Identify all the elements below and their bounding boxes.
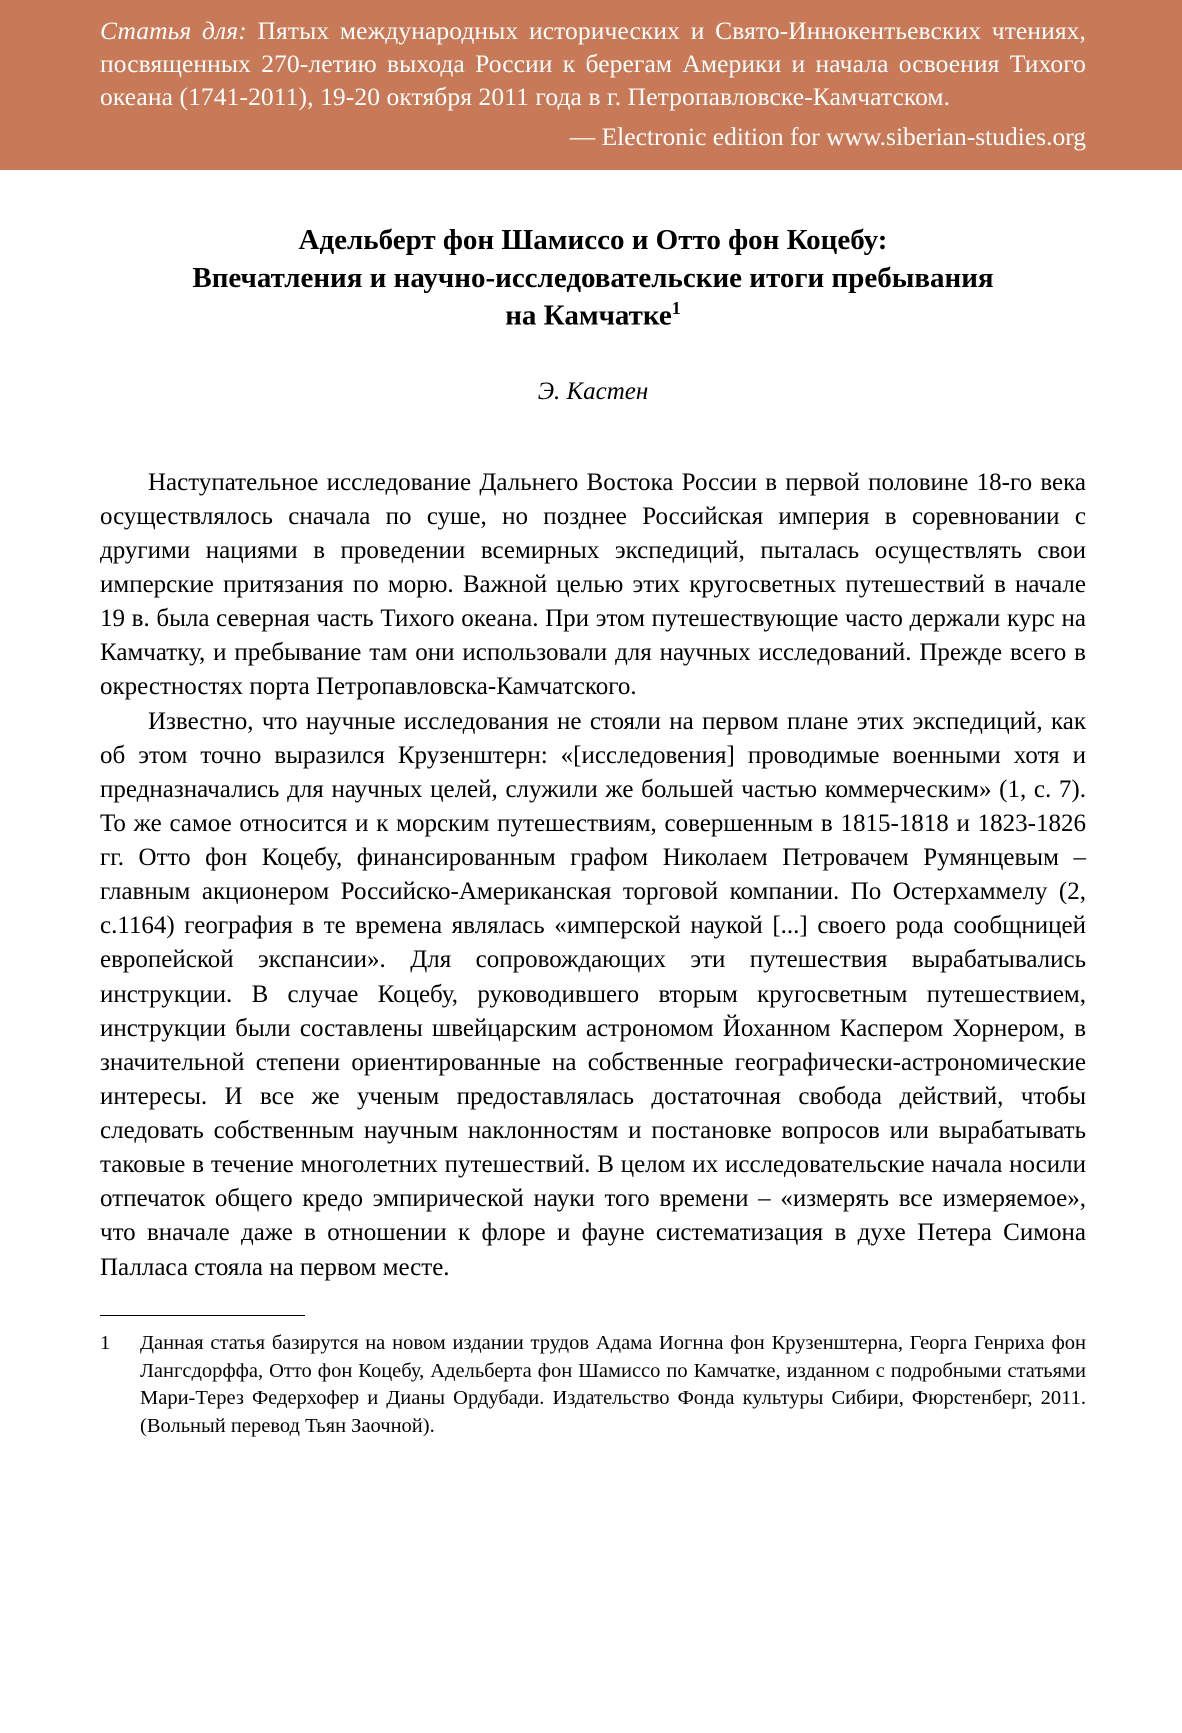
page-title [130,222,1056,336]
body-paragraph-2: Известно, что научные исследования не стояли на первом плане этих экспедиций, как об этом точно выразился Крузенштерн: «[исследовения] проводимые военными хотя и предназначались для научных целей, служили же большей частью коммерческим» (1, с. 7). То же самое относится и к морским путешествиям, совершенным в 1815-1818 и 1823-1826 гг. Отто фон Коцебу, финансированным графом Николаем Петровачем Румянцевым – главным акционером Российско-Американская торговой компании. По Остерхаммелу (2, с.1164) география в те времена являлась «имперской наукой [...] своего рода сообщницей европейской экспансии». Для сопровождающих эти путешествия вырабатывались инструкции. В случае Коцебу, руководившего вторым кругосветным путешествием, инструкции были составлены швейцарским астрономом Йоханном Каспером Хорнером, в значительной степени ориентированные на собственные географически-астрономические интересы. И все же ученым предоставлялась достаточная свобода действий, чтобы следовать собственным научным наклонностям и постановке вопросов или вырабатывать таковые в течение многолетних путешествий. В целом их исследовательские начала носили отпечаток общего кредо эмпирической науки того времени – «измерять все измеряемое», что вначале даже в отношении к флоре и фауне систематизация в духе Петера Симона Палласа стояла на первом месте. [100,707,1086,1281]
footnote-section [100,1315,1086,1442]
title-line-3-text: на Камчатке [505,300,672,333]
body-paragraph-1: Наступательное исследование Дальнего Востока России в первой половине 18-го века осуществлялось сначала по суше, но позднее Российская империя в соревновании с другими нациями в проведении всемирных экспедиций, пыталась осуществлять свои имперские притязания по морю. Важной целью этих кругосветных путешествий в начале 19 в. была северная часть Тихого океана. При этом путешествующие часто держали курс на Камчатку, и пребывание там они использовали для научных исследований. Прежде всего в окрестностях порта Петропавловска-Камчатского. [100,468,1086,701]
title-footnote-marker: 1 [671,298,681,319]
footnote-number: 1 [100,1331,111,1354]
title-line-3 [130,297,1056,335]
page-content [0,222,1182,1441]
footnote-separator-rule [100,1315,305,1316]
footnote-text: Данная статья базирутся на новом издании трудов Адама Иогнна фон Крузенштерна, Георга Генриха фон Лангсдорффа, Отто фон Коцебу, Адельберта фон Шамиссо по Камчатке, изданном с подробными статьями Мари-Терез Федерхофер и Дианы Ордубади. Издательство Фонда культуры Сибири, Фюрстенберг, 2011. (Вольный перевод Тьян Заочной). [140,1331,1086,1438]
conference-notice-paragraph [100,14,1086,113]
conference-notice-banner [0,0,1182,170]
article-body [100,466,1086,1285]
title-line-1: Адельберт фон Шамиссо и Отто фон Коцебу: [298,224,888,256]
footnote-item [100,1330,1086,1442]
conference-notice-lead-label: Статья для: [100,16,247,45]
title-line-2: Впечатления и научно-исследовательские итоги пребывания [192,261,994,294]
conference-notice-text: Пятых международных исторических и Свято-Иннокентьевских чтениях, посвященных 270-летию выхода России к берегам Америки и начала освоения Тихого океана (1741-2011), 19-20 октября 2011 года в г. Петропавловске-Камчатском. [100,16,1086,112]
author-name: Э. Кастен [537,377,649,405]
electronic-edition-line: — Electronic edition for www.siberian-studies.org [569,122,1086,152]
